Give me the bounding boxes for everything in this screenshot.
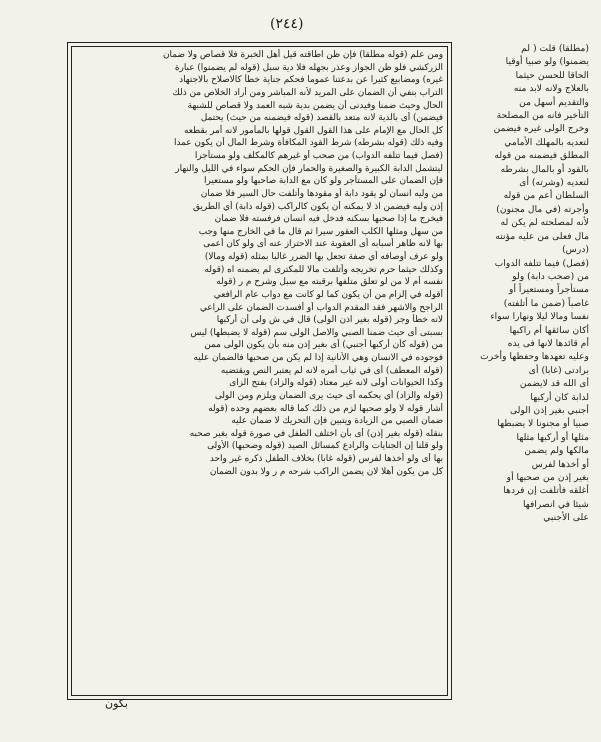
main-text-line: بنقله (قوله بغير إذن) أى بأن اختلف الطفل في صورة قوله بغير صحبه <box>189 428 443 439</box>
right-column-line: الحاقا للحسن حيثما <box>515 69 589 81</box>
right-column-line: لتعديه بالمهلك الأمامي <box>504 136 589 148</box>
main-text-line: نفسه أم لا من لو تعلق متلفها برقبته مع سبل وشرح م ر (قوله <box>216 277 443 288</box>
right-column-line: بالعلاج ولانه لابد منه <box>513 83 589 95</box>
main-text-line: فإن الضمان على المستأجر ولو كان مع الدابة صاحبها ولو مستعيرا <box>204 176 443 187</box>
main-text-line: لانه خطأ وجر (قوله بغير اذن الولى) قال في ش ولى أن أركبها <box>216 315 443 326</box>
main-text-line: (قوله المعطف) أى في ثياب أمره لانه لم يعتبر النص ويقتضيه <box>220 365 443 376</box>
right-column-line: لتعديه (وشرته) أى <box>519 177 589 189</box>
right-column-line: أم قائدها لانها فى يده <box>507 337 589 349</box>
right-column-line: أى الله قد لايضمن <box>519 378 589 390</box>
main-text-line: إذن وليه فيضمن اذ لا يمكنه أن يكون كالراكب (قوله دابة) أي الطريق <box>192 201 443 212</box>
right-column-line: مال فعلى من عليه مؤنته <box>495 230 589 242</box>
right-column-line: يضمنوا) ولو صبيا أوقيا <box>505 56 589 68</box>
main-text-line: بسبتى أى حيث ضمنا الصبي والاصل الولى سم (قوله لا يضبطها) ليس <box>190 327 443 338</box>
main-text-line: وفيه ذلك (قوله بشرطه) شرط القود المكافأة وشرط المال أن يكون عمدا <box>174 138 443 149</box>
main-text-line: ضمان الصبي من الزيادة ويتبين فإن التحريك لا ضمان عليه <box>231 416 443 427</box>
right-column-line: مثلها أو أركبها مثلها <box>516 431 589 443</box>
right-column-line: المطلق فيضمنه من قوله <box>494 150 589 162</box>
main-text-line: وكذا الحيوانات أولى لانه غير معتاد (قوله والزاد) بفتح الزاى <box>229 378 443 389</box>
right-column-line: بالقود أو بالمال بشرطه <box>500 163 589 175</box>
main-text-line: غيره) ومضابيع كثيرا عن بدعتنا عموما فحكم جناية خطأ كالاصلاح بالاجتهاد <box>179 75 443 86</box>
main-text-line: بها أى ولو أخذها لفرس (قوله غابا) بخلاف الطفل ذكره غير واحد <box>209 454 443 464</box>
main-text-line: وكذلك حيثما حرم تخريجه وأتلفت مالا للمكترى لم يضمنه اه (قوله <box>204 264 443 275</box>
main-text-line: ولو قلنا إن الجنايات والرادع كمسائل الصيد (قوله وصحبها) الأولى <box>207 441 443 452</box>
right-column-line: صبيا أو مجنونا لا يضبطها <box>497 418 589 430</box>
main-text-block <box>71 46 448 696</box>
right-column-line: التأخير فانه من المصلحة <box>496 110 589 122</box>
right-column-line: أكان سائقها أم راكبها <box>509 324 589 336</box>
right-column-line: بغير إذن من صحبها أو <box>506 472 589 483</box>
right-column-line: نفسا ومالا ليلا ونهارا سواء <box>490 311 589 323</box>
right-column-line: غاصباً (ضمن ما أتلفته) <box>503 297 589 309</box>
right-column-line: لدابة كان أركبها <box>530 391 589 403</box>
page-number: (٢٤٤) <box>270 16 304 32</box>
right-column-line: مالكها ولم يضمن <box>524 445 589 457</box>
main-text-line: فيضمن) أى بالدية لانه متعد بالقصد (قوله فيضمنه من حيث) يحتمل <box>200 113 443 124</box>
main-text-line: الحال وحيث ضمنا وفيدنى أن يضمن بدية شبه العمد ولا قصاص للشبهة <box>187 100 443 111</box>
main-text-line: ولو عرف أوصافه أي صفة تجعل بها الضرر غالبا بمثله (قوله ومالا) <box>204 252 443 262</box>
main-text-line: (قوله والزاد) أي يحكمه أى حيث يرى الضمان ويلزم ومن الولى <box>214 390 443 401</box>
main-text-line: من سهل ومثلها الكلب العقور سيرا ثم قال ما في الخارج منها وجب <box>198 226 443 237</box>
main-text-line: فيخرج ما إذا صحبها بسكنه فدخل فيه انسان فرفسته فلا ضمان <box>214 214 443 225</box>
main-text-line: التراب بنفي أن الضمان على المريد لأنه المباشر ومن أراد الخلاص من ذلك <box>172 87 443 98</box>
right-column-line: على الأجنبي <box>543 512 589 524</box>
right-column-line: وخرج الولى غيره فيضمن <box>493 123 589 135</box>
right-column-line: أغلقه فأتلفت إن فردها <box>503 485 589 497</box>
right-column-line: شيئا في انصرافها <box>522 498 589 510</box>
main-text-line: ومن علم (قوله مطلقا) فإن ظن اطاقته قيل أهل الخبرة فلا قصاص ولا ضمان <box>163 50 443 60</box>
right-column-line: (فصل) فيما تتلفه الدواب <box>494 257 589 269</box>
right-column-line: والتقديم أسهل من <box>519 96 589 108</box>
main-text-line: كل الحال مع الإمام على هذا القول القول قولها بالمأمور لانه أمر بقطعه <box>184 125 443 136</box>
right-column-line: من (صحب دابة) ولو <box>512 270 589 282</box>
right-column-line: برادتى (غابا) أى <box>528 364 589 376</box>
right-column-line: (درس) <box>562 244 589 256</box>
main-text-line: بها لانه ظاهر أسبابه أى العقوبة عند الاحتراز عنه أى ولو كان أعمى <box>203 239 443 250</box>
main-text-line: كل من يكون أهلا لان يضمن الراكب شرحه م ر ولا بدون الضمان <box>209 466 443 477</box>
main-text-line: (فصل فيما تتلفه الدواب) من صحب أو غيرهم كالمكلف ولو مستأجرا <box>194 151 443 161</box>
main-text-line: أشار قوله لا ولو صحبها لزم من ذلك كما قاله بعضهم وحده (قوله <box>208 403 443 414</box>
right-column-line: وأجرته (في مال مجنون) <box>496 203 589 215</box>
catch-word: بكون <box>105 697 128 710</box>
right-column-line: أو أخذها لفرس <box>531 458 589 470</box>
right-column-line: (مطلقا) قلت ( لم <box>521 43 589 54</box>
right-column-line: السلطان أعم من قوله <box>503 190 589 202</box>
main-text-line: من وليه انسان لو يقود دابة أو مقودها وأتلفت حال السير فلا ضمان <box>200 188 443 199</box>
right-column-line: وعليه تعهدها وحفظها وأخرت <box>480 351 589 363</box>
main-text-line: ليتشمل الدابة الكبيرة والصغيرة والحمار فإن الحكم سواء في الليل والنهار <box>175 163 443 174</box>
right-column-line: لأنه لمصلحته لم يكن له <box>500 217 589 229</box>
main-text-line: الزركشي فلو ظن الجواز وعذر بجهله فلا دية سبل (قوله لم يضمنوا) عبارة <box>174 62 443 73</box>
right-column-text <box>457 42 589 525</box>
main-text-line: الراجح والاشهر فقد المقدم الدواب أو أفسدت الضمان على الراعي <box>199 302 443 313</box>
right-column-line: مستأجراً ومستعيراً أو <box>509 284 589 296</box>
main-text-line: أقوله في إلزام من أن يكون كما لو كانت مع دواب عام الرافعي <box>213 289 443 300</box>
main-text-line: فوجوده في الانسان وهي الأنانية إذا لم يكن من صحبها فالضمان عليه <box>193 353 443 363</box>
main-text-frame <box>67 42 452 700</box>
main-text-line: من (قوله كأن أركبها أجنبي) أى بغير إذن منه بأن يكون الولى ممن <box>204 340 443 351</box>
right-column-line: أجنبي بغير إذن الولى <box>510 404 589 416</box>
